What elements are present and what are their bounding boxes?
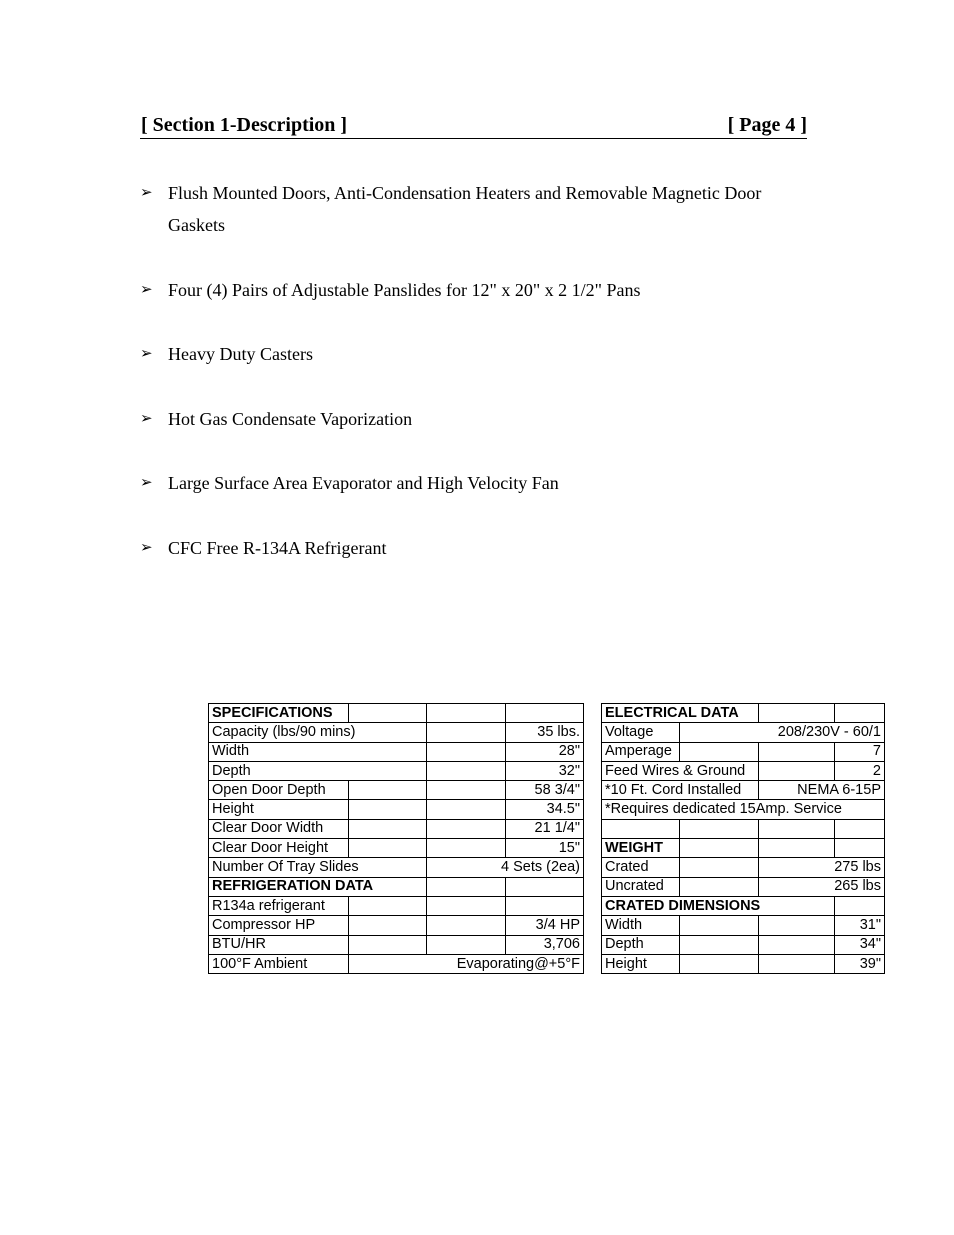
table-cell: Compressor HP: [209, 916, 349, 935]
table-cell: 3/4 HP: [506, 916, 584, 935]
table-row: [209, 896, 885, 915]
list-item-text: Heavy Duty Casters: [168, 344, 313, 364]
arrow-bullet-icon: ➢: [140, 346, 153, 362]
table-cell: 265 lbs: [759, 877, 885, 896]
table-cell: CRATED DIMENSIONS: [602, 896, 835, 915]
table-row: [209, 916, 885, 935]
table-cell: 28": [506, 742, 584, 761]
table-cell: Feed Wires & Ground: [602, 761, 759, 780]
table-cell: 15": [506, 839, 584, 858]
arrow-bullet-icon: ➢: [140, 411, 153, 427]
table-row: [209, 761, 885, 780]
table-cell: ELECTRICAL DATA: [602, 704, 759, 723]
table-cell: 31": [835, 916, 885, 935]
table-cell: [835, 839, 885, 858]
table-row: [209, 819, 885, 838]
arrow-bullet-icon: ➢: [140, 185, 153, 201]
table-cell: [835, 896, 885, 915]
table-cell: [835, 704, 885, 723]
table-cell: *Requires dedicated 15Amp. Service: [602, 800, 885, 819]
table-cell: 21 1/4": [506, 819, 584, 838]
list-item-text: Large Surface Area Evaporator and High Velocity Fan: [168, 473, 559, 493]
table-row: [209, 723, 885, 742]
table-cell: Voltage: [602, 723, 680, 742]
table-cell: SPECIFICATIONS: [209, 704, 349, 723]
table-cell: Width: [602, 916, 680, 935]
table-cell: [506, 877, 584, 896]
table-cell: Amperage: [602, 742, 680, 761]
table-cell: 4 Sets (2ea): [427, 858, 584, 877]
table-row: [209, 781, 885, 800]
page-number: [ Page 4 ]: [727, 114, 807, 136]
table-cell: NEMA 6-15P: [759, 781, 885, 800]
table-row: [209, 704, 885, 723]
table-cell: 3,706: [506, 935, 584, 954]
arrow-bullet-icon: ➢: [140, 540, 153, 556]
table-cell: Evaporating@+5°F: [349, 954, 584, 973]
table-cell: 34": [835, 935, 885, 954]
table-cell: 100°F Ambient: [209, 954, 349, 973]
list-item-text: Flush Mounted Doors, Anti-Condensation Heaters and Removable Magnetic Door: [168, 183, 762, 203]
table-cell: 35 lbs.: [506, 723, 584, 742]
section-title: [ Section 1-Description ]: [141, 114, 348, 136]
table-cell: Capacity (lbs/90 mins): [209, 723, 427, 742]
table-cell: Uncrated: [602, 877, 680, 896]
table-row: [209, 858, 885, 877]
table-cell: 208/230V - 60/1: [680, 723, 885, 742]
table-row: [209, 839, 885, 858]
table-cell: 34.5": [506, 800, 584, 819]
table-cell: *10 Ft. Cord Installed: [602, 781, 759, 800]
table-cell: WEIGHT: [602, 839, 680, 858]
table-cell: Depth: [209, 761, 427, 780]
table-cell: Height: [602, 954, 680, 973]
list-item-text: CFC Free R-134A Refrigerant: [168, 538, 387, 558]
list-item-text: Four (4) Pairs of Adjustable Panslides for 12" x 20" x 2 1/2" Pans: [168, 280, 641, 300]
table-cell: R134a refrigerant: [209, 896, 349, 915]
table-cell: [602, 819, 680, 838]
table-cell: 2: [835, 761, 885, 780]
table-cell: Number Of Tray Slides: [209, 858, 427, 877]
table-cell: REFRIGERATION DATA: [209, 877, 427, 896]
table-cell: 58 3/4": [506, 781, 584, 800]
table-cell: 32": [506, 761, 584, 780]
table-cell: BTU/HR: [209, 935, 349, 954]
arrow-bullet-icon: ➢: [140, 475, 153, 491]
table-row: [209, 954, 885, 973]
table-row: [209, 935, 885, 954]
list-item-text-continued: Gaskets: [168, 215, 225, 235]
table-row: [209, 877, 885, 896]
arrow-bullet-icon: ➢: [140, 282, 153, 298]
table-cell: Clear Door Height: [209, 839, 349, 858]
table-cell: 275 lbs: [759, 858, 885, 877]
table-row: [209, 800, 885, 819]
table-cell: Open Door Depth: [209, 781, 349, 800]
table-cell: Crated: [602, 858, 680, 877]
section-header: [140, 112, 807, 139]
table-cell: Depth: [602, 935, 680, 954]
list-item-text: Hot Gas Condensate Vaporization: [168, 409, 413, 429]
table-row: [209, 742, 885, 761]
table-cell: 7: [835, 742, 885, 761]
table-cell: [506, 704, 584, 723]
specifications-table: [208, 703, 885, 974]
table-cell: [506, 896, 584, 915]
table-cell: [835, 819, 885, 838]
table-cell: Height: [209, 800, 349, 819]
table-cell: 39": [835, 954, 885, 973]
table-cell: Width: [209, 742, 427, 761]
table-cell: Clear Door Width: [209, 819, 349, 838]
